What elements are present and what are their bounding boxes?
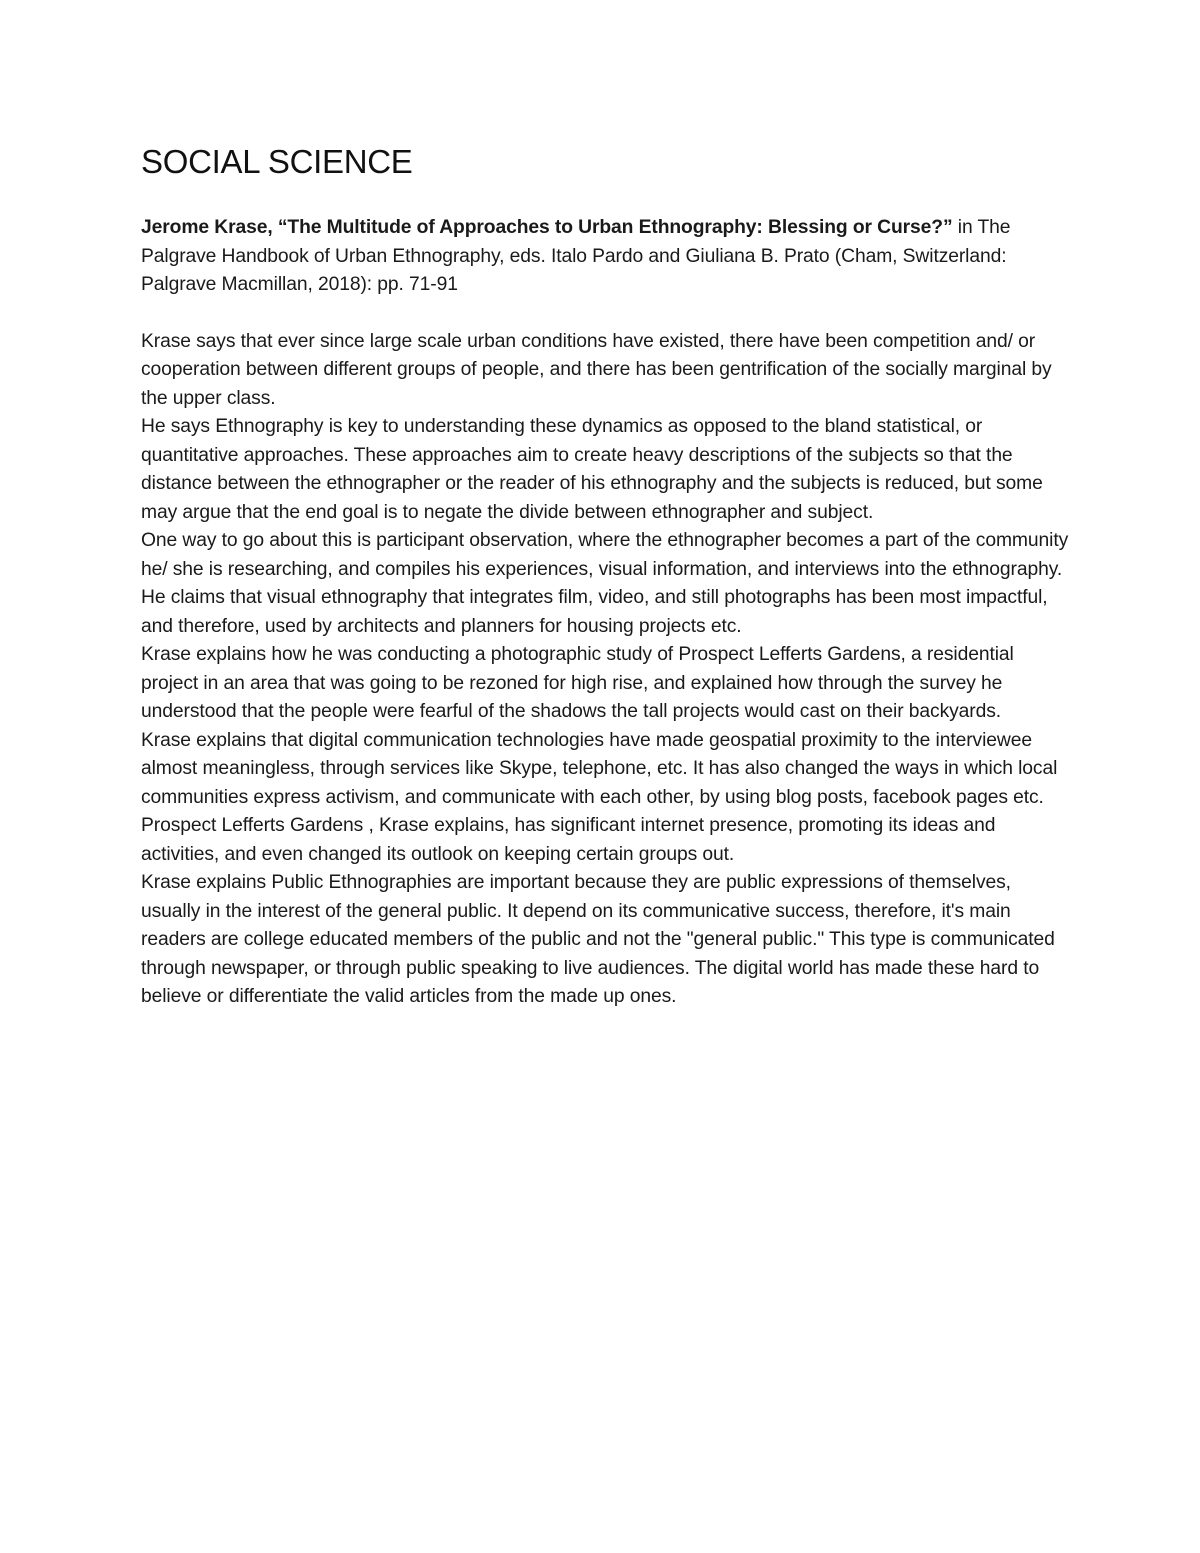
page-title: SOCIAL SCIENCE (141, 143, 413, 180)
paragraph: Krase explains Public Ethnographies are important because they are public expressions of themselves, usually in the interest of the general public. It depend on its communicative success, therefore, it's main readers are college educated members of the public and not the "general public." This type is communicated through newspaper, or through public speaking to live audiences. The digital world has made these hard to believe or differentiate the valid articles from the made up ones. (141, 872, 1055, 1007)
paragraph: He says Ethnography is key to understanding these dynamics as opposed to the bland statistical, or quantitative approaches. These approaches aim to create heavy descriptions of the subjects so that the distance between the ethnographer or the reader of his ethnography and the subjects is reduced, but some may argue that the end goal is to negate the divide between ethnographer and subject. (141, 416, 1043, 523)
paragraph: Krase explains how he was conducting a photographic study of Prospect Lefferts Gardens, a residential project in an area that was going to be rezoned for high rise, and explained how through the survey he understood that the people were fearful of the shadows the tall projects would cast on their backyards. (141, 644, 1014, 722)
paragraph: He claims that visual ethnography that integrates film, video, and still photographs has been most impactful, and therefore, used by architects and planners for housing projects etc. (141, 587, 1048, 637)
citation-source: in The Palgrave Handbook of Urban Ethnography, eds. Italo Pardo and Giuliana B. Prato (Cham, Switzerland: Palgrave Macmillan, 2018): pp. 71-91 (141, 217, 1011, 295)
citation (141, 214, 1071, 300)
paragraph: Krase explains that digital communication technologies have made geospatial proximity to the interviewee almost meaningless, through services like Skype, telephone, etc. It has also changed the ways in which local communities express activism, and communicate with each other, by using blog posts, facebook pages etc. Prospect Lefferts Gardens , Krase explains, has significant internet presence, promoting its ideas and activities, and even changed its outlook on keeping certain groups out. (141, 729, 1058, 865)
document-content (141, 140, 1071, 1012)
summary-body (141, 328, 1071, 1012)
paragraph: One way to go about this is participant observation, where the ethnographer becomes a part of the community he/ she is researching, and compiles his experiences, visual information, and interviews into the ethnography. (141, 530, 1069, 580)
paragraph: Krase says that ever since large scale urban conditions have existed, there have been competition and/ or cooperation between different groups of people, and there has been gentrification of the socially marginal by the upper class. (141, 330, 1052, 409)
citation-author-title: Jerome Krase, “The Multitude of Approaches to Urban Ethnography: Blessing or Curse?” (141, 217, 953, 238)
